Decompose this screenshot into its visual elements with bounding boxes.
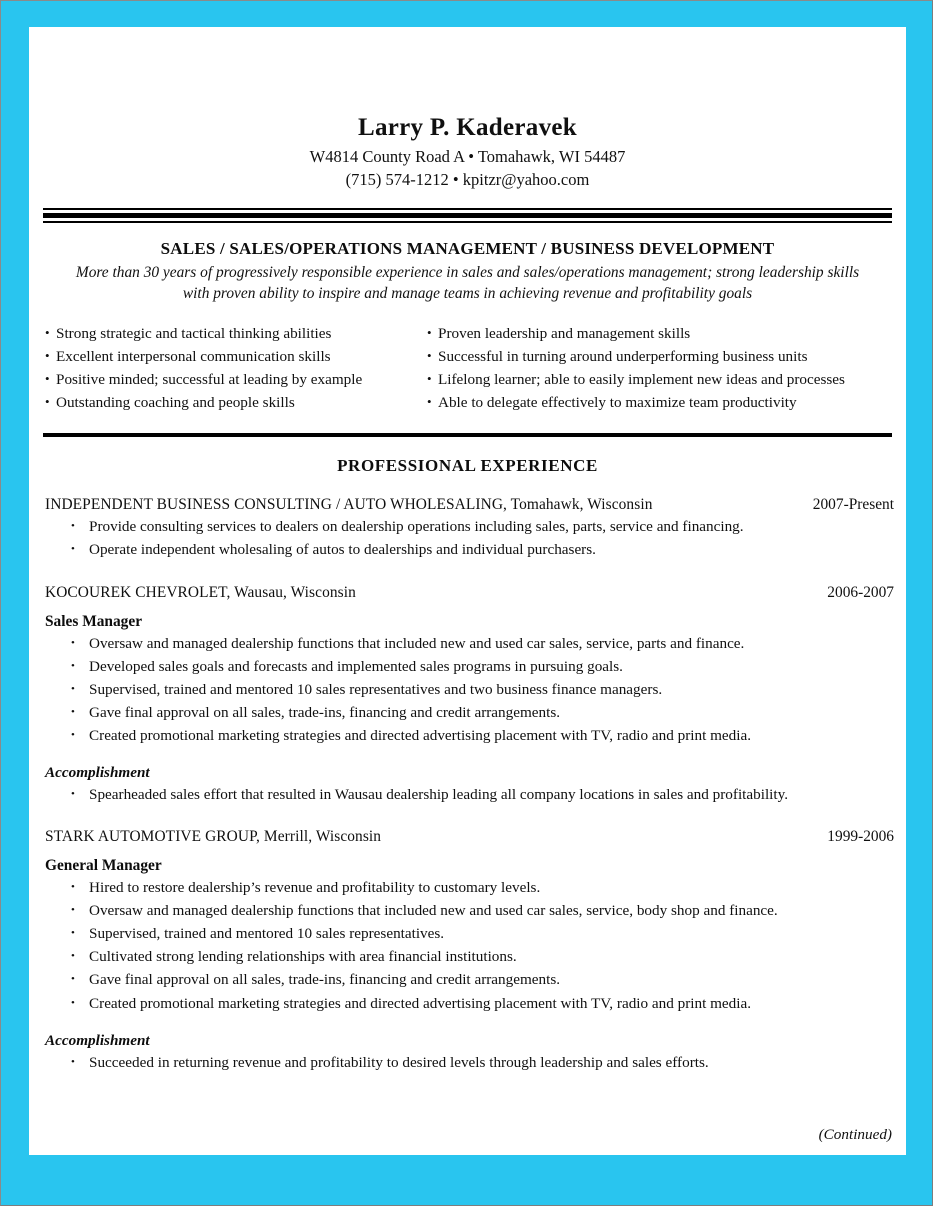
job-bullet — [45, 701, 894, 724]
job-company: KOCOUREK CHEVROLET, Wausau, Wisconsin — [45, 583, 356, 601]
candidate-contact: (715) 574-1212 • kpitzr@yahoo.com — [345, 170, 590, 190]
accomplishment-text: Spearheaded sales effort that resulted in Wausau dealership leading all company locations in sales and profitability. — [89, 785, 789, 803]
skill-item — [45, 345, 427, 368]
continued-note: (Continued) — [818, 1125, 892, 1143]
document-body — [29, 27, 906, 1144]
bullet-icon: • — [71, 881, 75, 894]
bullet-icon: • — [45, 324, 50, 340]
job-bullet-list — [45, 515, 894, 561]
profile-summary: More than 30 years of progressively responsible experience in sales and sales/operations management; strong leadership skills with proven ability to inspire and manage teams in achieving revenue and profitability goals — [75, 264, 860, 302]
job-bullet-text: Operate independent wholesaling of autos to dealerships and individual purchasers. — [89, 541, 596, 559]
skill-item — [45, 391, 427, 414]
job-bullet — [45, 538, 894, 561]
bullet-icon: • — [71, 682, 75, 695]
resume-document — [29, 27, 906, 1155]
job-bullet-text: Developed sales goals and forecasts and implemented sales programs in pursuing goals. — [89, 657, 623, 675]
job-bullet-text: Supervised, trained and mentored 10 sales representatives. — [89, 925, 445, 943]
bullet-icon: • — [71, 659, 75, 672]
job-headline — [45, 584, 894, 602]
job-bullet-list — [45, 876, 894, 1015]
job-headline — [45, 496, 894, 514]
job-bullet — [45, 655, 894, 678]
bullet-icon: • — [427, 324, 432, 340]
experience-entry — [45, 496, 894, 561]
job-bullet-text: Supervised, trained and mentored 10 sales representatives and two business finance managers. — [89, 680, 663, 698]
job-bullet-text: Oversaw and managed dealership functions that included new and used car sales, service, body shop and finance. — [89, 902, 778, 920]
accomplishment-text: Succeeded in returning revenue and profitability to desired levels through leadership and sales efforts. — [89, 1053, 709, 1071]
accomplishment-label: Accomplishment — [45, 1031, 150, 1049]
bullet-icon: • — [71, 636, 75, 649]
job-company: INDEPENDENT BUSINESS CONSULTING / AUTO WHOLESALING, Tomahawk, Wisconsin — [45, 496, 653, 514]
bullet-icon: • — [71, 904, 75, 917]
bullet-icon: • — [71, 927, 75, 940]
skill-item — [45, 368, 427, 391]
bullet-icon: • — [71, 996, 75, 1009]
job-bullet — [45, 876, 894, 899]
candidate-name: Larry P. Kaderavek — [357, 114, 578, 141]
job-dates: 1999-2006 — [827, 828, 894, 846]
bullet-icon: • — [427, 348, 432, 364]
skills-section — [45, 322, 896, 414]
bullet-icon: • — [71, 973, 75, 986]
job-dates: 2007-Present — [812, 496, 894, 514]
job-bullet — [45, 724, 894, 747]
job-bullet-text: Oversaw and managed dealership functions that included new and used car sales, service, parts and finance. — [89, 634, 745, 652]
skill-label: Excellent interpersonal communication skills — [56, 348, 331, 366]
bullet-icon: • — [45, 348, 50, 364]
job-bullet-text: Gave final approval on all sales, trade-ins, financing and credit arrangements. — [89, 971, 561, 989]
job-bullet — [45, 968, 894, 991]
job-bullet — [45, 678, 894, 701]
profile-headline: SALES / SALES/OPERATIONS MANAGEMENT / BUSINESS DEVELOPMENT — [160, 239, 775, 259]
job-title: General Manager — [45, 857, 162, 875]
job-company: STARK AUTOMOTIVE GROUP, Merrill, Wisconsin — [45, 828, 382, 846]
accomplishment-list — [45, 1051, 894, 1074]
skill-label: Able to delegate effectively to maximize team productivity — [438, 394, 797, 412]
job-bullet — [45, 945, 894, 968]
job-bullet — [45, 515, 894, 538]
bullet-icon: • — [45, 371, 50, 387]
bullet-icon: • — [71, 520, 75, 533]
experience-entry — [45, 584, 894, 807]
skill-label: Lifelong learner; able to easily implement new ideas and processes — [438, 371, 845, 389]
bullet-icon: • — [71, 543, 75, 556]
job-bullet-text: Created promotional marketing strategies and directed advertising placement with TV, radio and print media. — [89, 994, 752, 1012]
bullet-icon: • — [71, 1055, 75, 1068]
skills-column-right — [427, 322, 897, 414]
skill-item — [427, 345, 897, 368]
skill-item — [427, 322, 897, 345]
skill-label: Successful in turning around underperforming business units — [438, 348, 808, 366]
job-bullet-text: Gave final approval on all sales, trade-ins, financing and credit arrangements. — [89, 703, 561, 721]
candidate-address: W4814 County Road A • Tomahawk, WI 54487 — [309, 146, 626, 166]
bullet-icon: • — [71, 728, 75, 741]
skill-item — [427, 368, 897, 391]
bullet-icon: • — [427, 394, 432, 410]
bullet-icon: • — [71, 705, 75, 718]
accomplishment-bullet — [45, 1051, 894, 1074]
job-bullet-text: Hired to restore dealership’s revenue and profitability to customary levels. — [89, 879, 541, 897]
bullet-icon: • — [45, 394, 50, 410]
job-dates: 2006-2007 — [827, 583, 894, 601]
job-bullet-list — [45, 632, 894, 747]
job-headline — [45, 828, 894, 846]
job-bullet-text: Provide consulting services to dealers on dealership operations including sales, parts, service and financing. — [89, 518, 744, 536]
skills-column-left — [45, 322, 427, 414]
skill-label: Positive minded; successful at leading by example — [56, 371, 363, 389]
accomplishment-bullet — [45, 783, 894, 806]
accomplishment-list — [45, 783, 894, 806]
job-bullet-text: Cultivated strong lending relationships with area financial institutions. — [89, 948, 517, 966]
skill-item — [45, 322, 427, 345]
divider-line-bottom — [43, 221, 892, 223]
header-divider — [43, 208, 892, 223]
job-title: Sales Manager — [45, 612, 143, 630]
skill-item — [427, 391, 897, 414]
skill-label: Outstanding coaching and people skills — [56, 394, 295, 412]
experience-entry — [45, 828, 894, 1074]
job-bullet — [45, 899, 894, 922]
experience-divider — [43, 433, 892, 437]
accomplishment-label: Accomplishment — [45, 763, 150, 781]
bullet-icon: • — [71, 787, 75, 800]
experience-list — [45, 496, 894, 1073]
job-bullet — [45, 992, 894, 1015]
section-title-experience: PROFESSIONAL EXPERIENCE — [337, 456, 598, 476]
job-bullet-text: Created promotional marketing strategies and directed advertising placement with TV, radio and print media. — [89, 726, 752, 744]
job-bullet — [45, 922, 894, 945]
skill-label: Proven leadership and management skills — [438, 324, 691, 342]
bullet-icon: • — [71, 950, 75, 963]
skill-label: Strong strategic and tactical thinking abilities — [56, 324, 332, 342]
bullet-icon: • — [427, 371, 432, 387]
job-bullet — [45, 632, 894, 655]
